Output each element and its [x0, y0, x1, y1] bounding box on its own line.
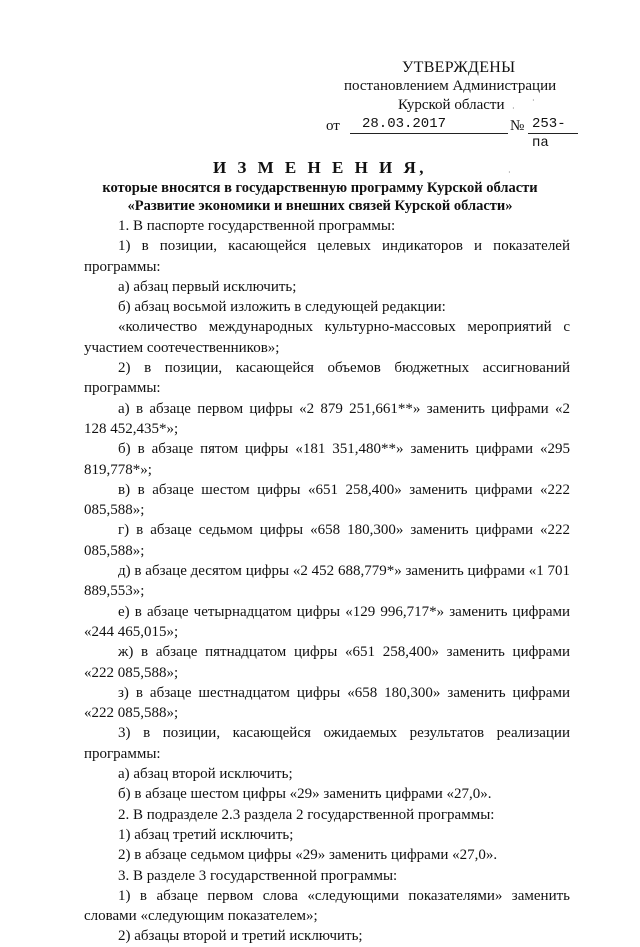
body-paragraph: б) в абзаце шестом цифры «29» заменить цифрами «27,0». — [118, 786, 492, 803]
approval-region: Курской области — [398, 97, 505, 113]
body-paragraph: а) абзац первый исключить; — [118, 278, 297, 295]
body-paragraph: 2) абзацы второй и третий исключить; — [118, 928, 363, 945]
approval-number: 253-па — [532, 116, 566, 151]
body-paragraph: д) в абзаце десятом цифры «2 452 688,779*» заменить цифрами «1 701 889,553»; — [84, 563, 570, 600]
approval-issuer: постановлением Администрации — [344, 78, 557, 94]
body-paragraph: «количество международных культурно-массовых мероприятий с участием соотечественников»; — [84, 319, 570, 356]
approval-date: 28.03.2017 — [362, 116, 447, 132]
body-paragraph: б) абзац восьмой изложить в следующей редакции: — [118, 299, 446, 316]
body-paragraph: 3) в позиции, касающейся ожидаемых результатов реализации программы: — [84, 725, 570, 762]
document-heading — [60, 157, 580, 215]
body-paragraph: 2. В подразделе 2.3 раздела 2 государственной программы: — [118, 806, 495, 823]
body-paragraph: 2) в абзаце седьмом цифры «29» заменить цифрами «27,0». — [118, 847, 498, 864]
body-paragraph: а) абзац второй исключить; — [118, 766, 293, 783]
body-paragraph: г) в абзаце седьмом цифры «658 180,300» заменить цифрами «222 085,588»; — [84, 522, 570, 559]
body-paragraph: е) в абзаце четырнадцатом цифры «129 996,717*» заменить цифрами «244 465,015»; — [84, 603, 570, 640]
body-paragraph: 1) в абзаце первом слова «следующими показателями» заменить словами «следующим показателем»; — [84, 887, 570, 925]
scan-speck: · — [512, 104, 515, 113]
body-paragraph: 1. В паспорте государственной программы: — [118, 218, 396, 234]
heading-subtitle-1: которые вносятся в государственную программу Курской области — [102, 180, 538, 196]
body-paragraph: а) в абзаце первом цифры «2 879 251,661**» заменить цифрами «2 128 452,435*»; — [84, 400, 570, 437]
body-paragraph: ж) в абзаце пятнадцатом цифры «651 258,400» заменить цифрами «222 085,588»; — [84, 644, 570, 681]
body-paragraph: 1) в позиции, касающейся целевых индикаторов и показателей программы: — [84, 238, 570, 275]
body-paragraph: б) в абзаце пятом цифры «181 351,480**» заменить цифрами «295 819,778*»; — [84, 441, 570, 478]
body-paragraph: 1) абзац третий исключить; — [118, 826, 294, 843]
approval-date-row — [318, 116, 588, 151]
document-body — [84, 216, 570, 947]
scan-speck: · — [532, 96, 535, 105]
body-paragraph: з) в абзаце шестнадцатом цифры «658 180,300» заменить цифрами «222 085,588»; — [84, 684, 570, 722]
scan-speck: · — [508, 168, 511, 177]
date-underline — [350, 116, 508, 134]
number-sign: № — [510, 118, 525, 134]
date-prefix: от — [326, 118, 340, 134]
number-underline — [528, 116, 578, 151]
heading-title: И З М Е Н Е Н И Я, — [212, 158, 428, 177]
approval-block — [318, 58, 588, 151]
heading-subtitle-2: «Развитие экономики и внешних связей Курской области» — [127, 198, 513, 214]
body-paragraph: в) в абзаце шестом цифры «651 258,400» заменить цифрами «222 085,588»; — [84, 481, 570, 519]
approval-title: УТВЕРЖДЕНЫ — [402, 59, 516, 76]
body-paragraph: 3. В разделе 3 государственной программы: — [118, 867, 398, 884]
body-paragraph: 2) в позиции, касающейся объемов бюджетных ассигнований программы: — [84, 360, 570, 397]
